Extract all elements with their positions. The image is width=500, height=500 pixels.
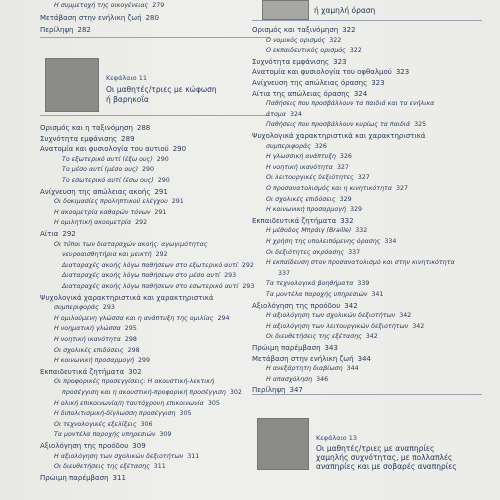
toc-entry-text: Αξιολόγηση της προόδου bbox=[40, 442, 129, 450]
toc-entry bbox=[266, 143, 327, 151]
toc-entry bbox=[54, 410, 192, 418]
toc-entry-text: Η μέθοδος Μπράιγ (Braille) bbox=[266, 227, 352, 235]
toc-entry-page: 298 bbox=[124, 336, 137, 343]
toc-entry-page: 329 bbox=[349, 206, 362, 214]
toc-entry-page: 282 bbox=[77, 26, 91, 34]
toc-entry-text: Περίληψη bbox=[252, 386, 286, 395]
toc-entry-page: 311 bbox=[153, 463, 166, 471]
toc-entry-text: Ανατομία και φυσιολογία του οφθαλμού bbox=[252, 68, 392, 77]
toc-entry bbox=[40, 26, 91, 34]
toc-entry bbox=[266, 153, 352, 161]
toc-entry-text: Οι προφορικές προσεγγίσεις: Η ακουστική-λεκτική bbox=[54, 378, 215, 386]
divider bbox=[252, 20, 482, 21]
toc-entry bbox=[62, 272, 236, 280]
toc-entry-text: Τα τεχνολογικά βοηθήματα bbox=[266, 280, 354, 288]
toc-entry-text: Εκπαιδευτικά ζητήματα bbox=[252, 216, 337, 225]
toc-entry bbox=[62, 251, 168, 259]
toc-entry-text: Μετάβαση στην ενήλικη ζωή bbox=[40, 14, 142, 22]
toc-entry-page: 299 bbox=[137, 357, 150, 365]
toc-entry-page: 279 bbox=[152, 2, 165, 9]
toc-entry-text: Η ομιλητική ακοομετρία bbox=[54, 219, 132, 227]
toc-entry-page: 309 bbox=[132, 442, 146, 450]
toc-entry-text: Η κοινωνική προσαρμογή bbox=[54, 357, 134, 365]
toc-entry-page: 322 bbox=[349, 47, 362, 55]
toc-entry-page: 305 bbox=[207, 399, 220, 407]
toc-entry bbox=[252, 132, 429, 140]
toc-entry-page: 329 bbox=[339, 195, 352, 203]
toc-entry-text: Τα μοντέλα παροχής υπηρεσιών bbox=[54, 431, 156, 439]
toc-entry bbox=[266, 249, 360, 257]
toc-entry bbox=[266, 376, 328, 384]
toc-entry-text: Η συμμετοχή της οικογένειας bbox=[54, 2, 149, 9]
chapter-13-label: Κεφάλαιο 13 bbox=[316, 434, 357, 442]
toc-entry bbox=[252, 217, 354, 225]
toc-entry bbox=[54, 463, 166, 471]
toc-entry-text: Παθήσεις που προσβάλλουν τα παιδιά και τα ενήλικα bbox=[266, 100, 435, 108]
toc-entry-text: Η χρήση της υπολειπόμενης όρασης bbox=[266, 238, 381, 245]
toc-entry-page: 280 bbox=[145, 14, 159, 22]
toc-entry-text: άτομα bbox=[266, 110, 286, 118]
toc-entry-page: 339 bbox=[357, 280, 370, 288]
toc-entry-page: 323 bbox=[395, 68, 410, 77]
toc-entry bbox=[54, 241, 211, 249]
toc-entry-page: 323 bbox=[371, 79, 385, 87]
toc-entry-page: 342 bbox=[365, 333, 378, 341]
toc-entry-text: Εκπαιδευτικά ζητήματα bbox=[40, 367, 125, 376]
toc-entry-text: Τα μοντέλα παροχής υπηρεσιών bbox=[266, 291, 368, 298]
toc-entry-page: 327 bbox=[357, 174, 370, 182]
toc-entry bbox=[40, 188, 168, 196]
toc-entry bbox=[54, 336, 137, 344]
toc-entry bbox=[266, 333, 378, 341]
toc-entry bbox=[274, 270, 290, 278]
toc-entry bbox=[40, 135, 135, 143]
toc-entry bbox=[40, 124, 150, 132]
toc-entry-text: Η αξιολόγηση των σχολικών δεξιοτήτων bbox=[266, 312, 396, 320]
toc-entry-page: 311 bbox=[187, 452, 200, 460]
toc-entry-text: Ο νομικός ορισμός bbox=[266, 36, 326, 44]
toc-entry bbox=[266, 259, 459, 267]
toc-entry bbox=[54, 400, 220, 408]
toc-entry-text: Οι δεξιότητες ακρόασης bbox=[266, 248, 345, 256]
toc-entry-page: 305 bbox=[179, 410, 192, 418]
toc-entry-page: 327 bbox=[336, 163, 349, 171]
toc-entry bbox=[266, 121, 426, 129]
toc-entry-page: 327 bbox=[396, 185, 409, 192]
toc-entry-page: 322 bbox=[342, 26, 356, 34]
toc-entry-page: 290 bbox=[172, 145, 187, 154]
toc-entry bbox=[54, 315, 229, 323]
toc-entry bbox=[266, 164, 349, 172]
toc-entry-text: Αξιολόγηση της προόδου bbox=[252, 301, 341, 310]
toc-entry bbox=[252, 302, 358, 310]
toc-entry-text: Οι σχολικές επιδόσεις bbox=[266, 195, 336, 203]
toc-entry-text: συμπεριφοράς bbox=[266, 142, 311, 150]
toc-entry-page: 290 bbox=[157, 177, 170, 184]
divider bbox=[40, 115, 270, 116]
toc-entry-text: Η αξιολόγηση των λειτουργικών δεξιοτήτων bbox=[266, 322, 409, 330]
toc-entry-text: Αίτια bbox=[40, 230, 59, 238]
toc-entry bbox=[40, 442, 146, 450]
toc-entry-text: Ψυχολογικά χαρακτηριστικά και χαρακτηριστικά bbox=[252, 132, 426, 140]
toc-entry bbox=[266, 185, 408, 193]
toc-entry-text: Διαταραχές ακοής λόγω παθήσεων στο εξωτερικό αυτί bbox=[62, 261, 238, 269]
toc-entry-text: Η νοηματική γλώσσα bbox=[54, 325, 121, 333]
toc-entry-page: 342 bbox=[344, 301, 358, 310]
toc-entry bbox=[54, 304, 115, 312]
toc-entry bbox=[266, 196, 352, 204]
toc-entry-text: Οι διευθετήσεις της εξέτασης bbox=[266, 333, 362, 341]
toc-entry bbox=[54, 357, 150, 365]
toc-entry-page: 342 bbox=[399, 312, 412, 320]
toc-entry-text: Ανατομία και φυσιολογία του αυτιού bbox=[40, 145, 169, 154]
toc-entry-page: 294 bbox=[217, 314, 230, 322]
toc-entry-page: 334 bbox=[384, 238, 397, 245]
toc-entry-text: Πρώιμη παρέμβαση bbox=[40, 473, 109, 482]
toc-entry-page: 302 bbox=[229, 389, 242, 396]
toc-entry bbox=[266, 238, 396, 246]
chapter-11-photo bbox=[45, 58, 99, 112]
toc-entry bbox=[266, 37, 341, 45]
toc-entry-page: 291 bbox=[171, 198, 184, 206]
toc-entry-text: Οι διευθετήσεις της εξέτασης bbox=[54, 463, 150, 471]
toc-entry-text: Η διπολιτισμική-δίγλωσση προσέγγιση bbox=[54, 410, 176, 418]
toc-entry bbox=[266, 47, 362, 55]
toc-entry-page: 289 bbox=[121, 134, 135, 143]
toc-entry bbox=[252, 355, 371, 363]
toc-entry bbox=[62, 389, 242, 397]
toc-entry bbox=[266, 206, 362, 214]
toc-entry-text: συμπεριφοράς bbox=[54, 304, 99, 312]
toc-entry bbox=[40, 14, 159, 22]
toc-entry-page: 326 bbox=[339, 153, 352, 161]
toc-entry bbox=[252, 90, 367, 98]
toc-entry-text: Ο προσανατολισμός και η κινητικότητα bbox=[266, 185, 393, 192]
toc-entry-text: Πρώιμη παρέμβαση bbox=[252, 344, 321, 352]
toc-entry-text: Ανίχνευση της απώλειας όρασης bbox=[252, 79, 368, 87]
toc-entry-page: 332 bbox=[355, 227, 368, 235]
chapter-11-label: Κεφάλαιο 11 bbox=[106, 74, 147, 82]
toc-entry-text: Το εσωτερικό αυτί (έσω ους) bbox=[62, 177, 154, 184]
toc-entry-page: 337 bbox=[278, 269, 291, 277]
toc-entry bbox=[266, 111, 302, 119]
toc-entry-text: Οι τεχνολογικές εξελίξεις bbox=[54, 420, 137, 428]
toc-entry-page: 332 bbox=[340, 216, 354, 225]
toc-entry bbox=[62, 283, 254, 291]
toc-entry bbox=[40, 145, 186, 153]
toc-entry-text: Η νοητική ικανότητα bbox=[54, 336, 121, 343]
toc-entry-text: Η κοινωνική προσαρμογή bbox=[266, 206, 346, 214]
toc-entry-page: 342 bbox=[412, 322, 425, 330]
toc-entry-text: Η εκπαίδευση στον προσανατολισμό και στην κινητικότητα bbox=[266, 259, 455, 267]
toc-entry-text: Ο εκπαιδευτικός ορισμός bbox=[266, 47, 346, 55]
toc-entry-page: 347 bbox=[289, 386, 303, 395]
toc-entry-text: Παθήσεις που προσβάλλουν κυρίως τα παιδιά bbox=[266, 121, 411, 129]
toc-entry-text: Η ολική επικοινωνία/η ταυτόχρονη επικοινωνία bbox=[54, 399, 204, 407]
toc-entry bbox=[266, 280, 369, 288]
toc-entry bbox=[62, 262, 254, 270]
toc-entry bbox=[54, 198, 184, 206]
toc-entry bbox=[62, 177, 170, 185]
toc-entry-text: Ορισμός και η ταξινόμηση bbox=[40, 124, 133, 132]
toc-entry-page: 293 bbox=[242, 283, 255, 290]
toc-entry bbox=[252, 68, 409, 76]
toc-entry-page: 292 bbox=[135, 219, 148, 227]
toc-entry bbox=[54, 431, 171, 439]
toc-entry-page: 292 bbox=[62, 230, 76, 238]
toc-entry-text: Μετάβαση στην ενήλικη ζωή bbox=[252, 354, 354, 363]
chapter-13-title-line2: χαμηλής συχνότητας, με πολλαπλές bbox=[316, 453, 453, 462]
toc-entry-text: Οι σχολικές επιδόσεις bbox=[54, 346, 124, 354]
toc-entry bbox=[266, 100, 438, 108]
toc-entry-text: Συχνότητα εμφάνισης bbox=[252, 57, 330, 66]
toc-entry bbox=[62, 156, 169, 164]
toc-entry bbox=[266, 312, 411, 320]
toc-entry bbox=[54, 453, 199, 461]
toc-entry-text: Η ομιλούμενη γλώσσα και η ανάπτυξη της ομιλίας bbox=[54, 314, 214, 322]
toc-entry bbox=[252, 26, 356, 34]
toc-entry-page: 302 bbox=[128, 367, 142, 376]
toc-entry bbox=[266, 365, 359, 373]
toc-entry-page: 324 bbox=[353, 89, 368, 98]
toc-entry bbox=[54, 347, 140, 355]
toc-entry bbox=[252, 58, 347, 66]
toc-entry-page: 344 bbox=[346, 365, 359, 373]
toc-entry bbox=[252, 79, 385, 87]
toc-entry-page: 298 bbox=[127, 346, 140, 354]
toc-entry-page: 337 bbox=[348, 248, 361, 256]
divider bbox=[252, 394, 482, 395]
toc-entry bbox=[40, 230, 76, 238]
toc-entry-page: 325 bbox=[414, 121, 427, 129]
toc-entry-text: Οι λειτουργικές δεξιότητες bbox=[266, 174, 354, 182]
chapter-12-title-line: ή χαμηλή όραση bbox=[314, 6, 376, 15]
toc-entry-page: 306 bbox=[140, 420, 153, 428]
toc-entry bbox=[266, 227, 367, 235]
toc-entry bbox=[266, 323, 424, 331]
toc-entry bbox=[266, 291, 383, 299]
chapter-12-photo bbox=[262, 0, 309, 20]
toc-entry-page: 293 bbox=[102, 304, 115, 312]
toc-entry-page: 290 bbox=[156, 155, 169, 163]
toc-entry-page: 343 bbox=[324, 344, 338, 352]
chapter-11-title-line1: Οι μαθητές/τριες με κώφωση bbox=[106, 85, 217, 94]
toc-entry-page: 322 bbox=[329, 36, 342, 44]
toc-entry-page: 341 bbox=[371, 291, 384, 298]
toc-entry-text: Ανίχνευση της απώλειας ακοής bbox=[40, 187, 151, 196]
toc-entry bbox=[40, 368, 142, 376]
divider bbox=[40, 37, 270, 38]
toc-entry-page: 292 bbox=[241, 261, 254, 269]
toc-entry bbox=[54, 2, 164, 10]
toc-entry-page: 324 bbox=[289, 110, 302, 118]
toc-entry-text: Διαταραχές ακοής λόγω παθήσεων στο εσωτερικό αυτί bbox=[62, 283, 239, 290]
toc-entry-page: 292 bbox=[155, 251, 168, 259]
toc-entry-page: 288 bbox=[136, 124, 151, 132]
toc-entry bbox=[54, 209, 166, 217]
toc-entry-text: Οι τύποι των διαταραχών ακοής: αγωγιμότητας bbox=[54, 240, 208, 248]
toc-entry-page: 309 bbox=[159, 431, 172, 439]
toc-entry bbox=[54, 219, 147, 227]
toc-entry-page: 291 bbox=[154, 208, 167, 216]
toc-entry-text: Περίληψη bbox=[40, 26, 74, 34]
toc-entry bbox=[40, 474, 126, 482]
toc-entry-text: Η νοητική ικανότητα bbox=[266, 163, 333, 171]
toc-entry-text: νευροαισθητήρια και μεικτή bbox=[62, 251, 152, 259]
toc-entry bbox=[40, 294, 217, 302]
toc-entry-page: 344 bbox=[357, 354, 371, 363]
toc-entry-text: Η γλωσσική ανάπτυξη bbox=[266, 153, 336, 161]
toc-entry-page: 346 bbox=[316, 375, 329, 383]
toc-entry-text: Η αξιολόγηση των σχολικών δεξιοτήτων bbox=[54, 452, 184, 460]
toc-entry-text: Η ανεξάρτητη διαβίωση bbox=[266, 365, 343, 373]
toc-entry-page: 311 bbox=[112, 473, 126, 482]
toc-entry bbox=[54, 378, 218, 386]
toc-entry-page: 293 bbox=[224, 272, 237, 280]
toc-entry-page: 290 bbox=[142, 166, 155, 174]
toc-entry-text: Το μέσο αυτί (μέσο ους) bbox=[62, 166, 139, 174]
toc-entry-text: Η ακοομετρία καθαρών τόνων bbox=[54, 208, 151, 216]
toc-entry-text: Διαταραχές ακοής λόγω παθήσεων στο μέσο αυτί bbox=[62, 272, 221, 280]
toc-entry-text: Ψυχολογικά χαρακτηριστικά και χαρακτηριστικά bbox=[40, 293, 214, 302]
chapter-13-title-line3: αναπηρίες και με σοβαρές αναπηρίες bbox=[316, 462, 457, 471]
toc-entry bbox=[266, 174, 370, 182]
toc-entry-page: 291 bbox=[154, 187, 168, 196]
toc-entry-text: Οι δοκιμασίες προληπτικού ελέγχου bbox=[54, 198, 168, 206]
toc-entry-text: Ορισμός και ταξινόμηση bbox=[252, 26, 339, 34]
toc-entry-page: 295 bbox=[124, 325, 137, 333]
chapter-13-title-line1: Οι μαθητές/τριες με αναπηρίες bbox=[316, 444, 435, 453]
toc-entry-page: 326 bbox=[314, 142, 327, 150]
toc-entry bbox=[62, 166, 154, 174]
toc-entry bbox=[54, 421, 153, 429]
chapter-13-photo bbox=[257, 418, 309, 470]
toc-entry bbox=[54, 325, 137, 333]
toc-entry-page: 323 bbox=[333, 57, 347, 66]
toc-entry-text: Το εξωτερικό αυτί (έξω ους) bbox=[62, 155, 153, 163]
toc-entry-text: Η απασχόληση bbox=[266, 375, 313, 383]
toc-entry-text: Συχνότητα εμφάνισης bbox=[40, 134, 118, 143]
toc-entry-text: Αίτια της απώλειας όρασης bbox=[252, 89, 350, 98]
chapter-11-title-line2: ή βαρηκοΐα bbox=[106, 95, 149, 104]
toc-entry bbox=[252, 344, 338, 352]
toc-entry-text: προσέγγιση και η ακουστική-προφορική προσέγγιση bbox=[62, 389, 226, 396]
